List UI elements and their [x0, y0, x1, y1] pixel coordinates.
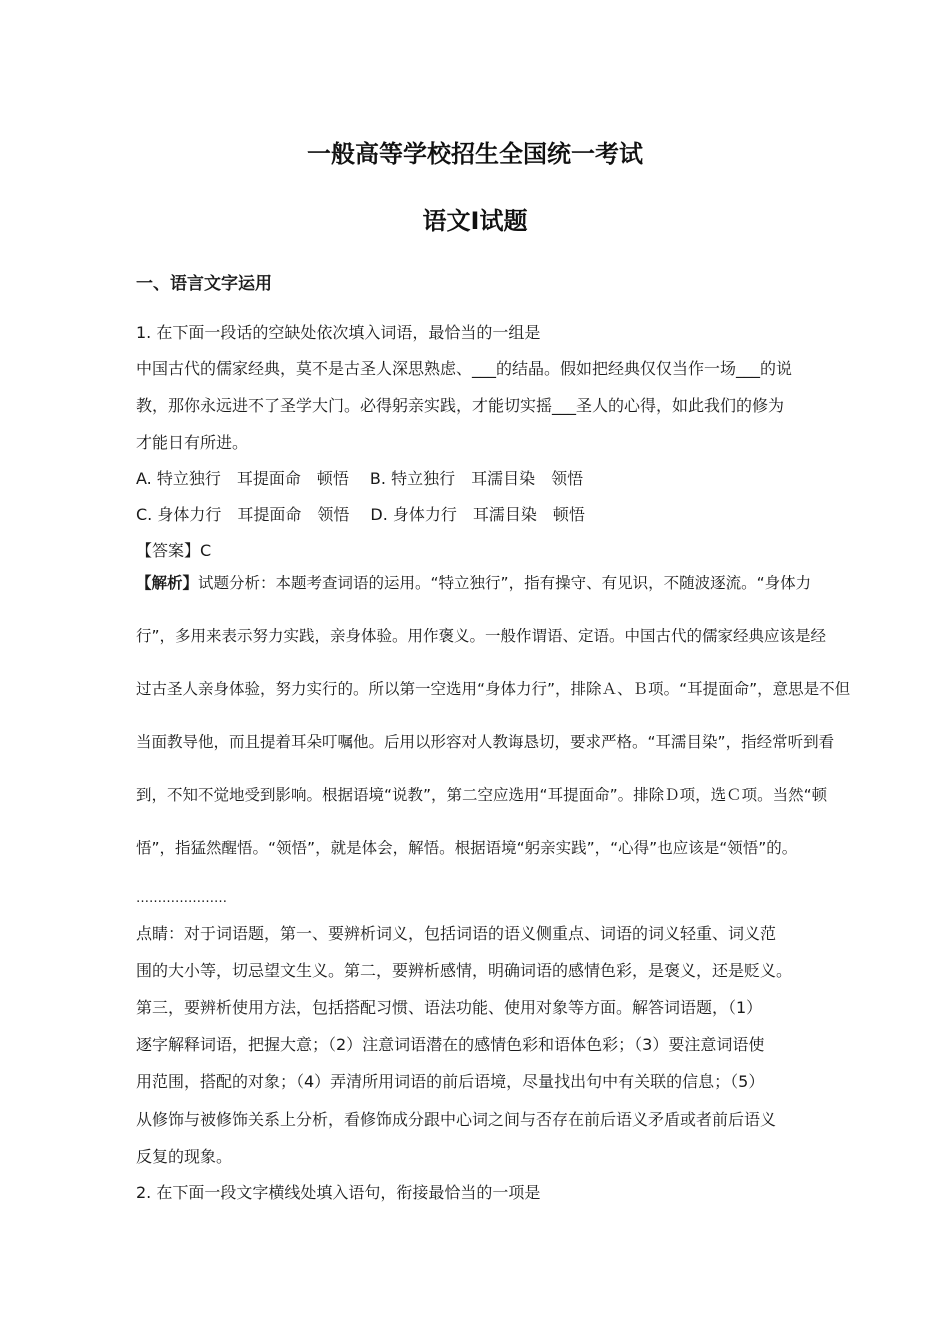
- tip-line: 第三，要辨析使用方法，包括搭配习惯、语法功能、使用对象等方面。解答词语题，（1）: [136, 998, 763, 1017]
- section-heading: 一、语言文字运用: [136, 274, 272, 294]
- analysis-label: 【解析】: [136, 574, 199, 592]
- question-1-stem: 1. 在下面一段话的空缺处依次填入词语，最恰当的一组是: [136, 323, 541, 342]
- passage-line: 才能日有所进。: [136, 433, 249, 452]
- analysis-text: 试题分析：本题考查词语的运用。“特立独行”，指有操守、有见识，不随波逐流。“身体力: [198, 574, 812, 592]
- answer-label: 【答案】: [136, 541, 201, 560]
- tip-line: 反复的现象。: [136, 1147, 233, 1166]
- question-2-stem: 2. 在下面一段文字横线处填入语句，衔接最恰当的一项是: [136, 1183, 541, 1202]
- answer-value: C: [200, 541, 212, 560]
- analysis-line: 过古圣人亲身体验，努力实行的。所以第一空选用“身体力行”，排除Ａ、Ｂ项。“耳提面命”，意思是不但: [136, 680, 851, 698]
- exam-subtitle: 语文Ⅰ试题: [422, 207, 528, 235]
- analysis-line: 到，不知不觉地受到影响。根据语境“说教”，第二空应选用“耳提面命”。排除Ｄ项，选Ｃ项。当然“顿: [136, 786, 828, 804]
- tip-line: 用范围，搭配的对象；（4）弄清所用词语的前后语境，尽量找出句中有关联的信息；（5）: [136, 1072, 765, 1091]
- passage-line: 中国古代的儒家经典，莫不是古圣人深思熟虑、___的结晶。假如把经典仅仅当作一场___的说: [136, 359, 793, 378]
- tip-line: 点睛：对于词语题，第一、要辨析词义，包括词语的语义侧重点、词语的词义轻重、词义范: [136, 924, 777, 943]
- analysis-line: [136, 573, 811, 593]
- exam-title: 一般高等学校招生全国统一考试: [307, 140, 643, 168]
- dotted-separator: …………………: [136, 891, 227, 906]
- tip-line: 围的大小等，切忌望文生义。第二，要辨析感情，明确词语的感情色彩，是褒义，还是贬义。: [136, 961, 793, 980]
- tip-line: 逐字解释词语，把握大意；（2）注意词语潜在的感情色彩和语体色彩；（3）要注意词语使: [136, 1035, 765, 1054]
- options-line: A. 特立独行 耳提面命 顿悟 B. 特立独行 耳濡目染 领悟: [136, 469, 584, 488]
- analysis-line: 悟”，指猛然醒悟。“领悟”，就是体会，解悟。根据语境“躬亲实践”，“心得”也应该是“领悟”的。: [136, 839, 798, 857]
- options-line: C. 身体力行 耳提面命 领悟 D. 身体力行 耳濡目染 顿悟: [136, 505, 585, 524]
- analysis-line: 当面教导他，而且提着耳朵叮嘱他。后用以形容对人教诲恳切，要求严格。“耳濡目染”，指经常听到看: [136, 733, 835, 751]
- analysis-line: 行”，多用来表示努力实践，亲身体验。用作褒义。一般作谓语、定语。中国古代的儒家经典应该是经: [136, 627, 827, 645]
- tip-line: 从修饰与被修饰关系上分析，看修饰成分跟中心词之间与否存在前后语义矛盾或者前后语义: [136, 1110, 777, 1129]
- answer-line: [136, 541, 211, 561]
- passage-line: 教，那你永远进不了圣学大门。必得躬亲实践，才能切实摇___圣人的心得，如此我们的修为: [136, 396, 785, 415]
